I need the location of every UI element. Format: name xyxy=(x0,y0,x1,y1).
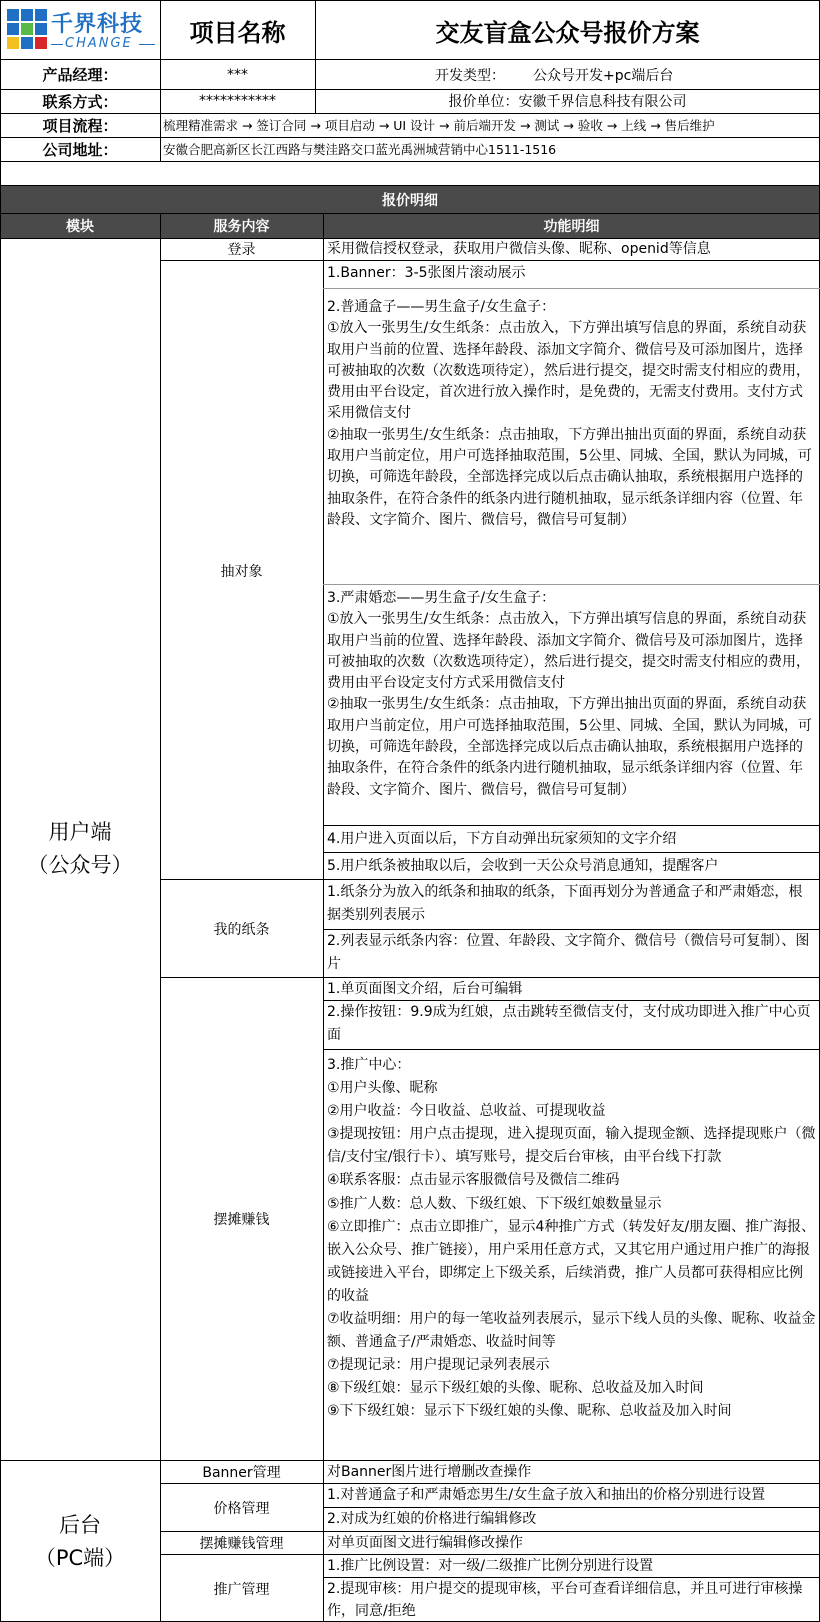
module-user-line2: （公众号） xyxy=(27,853,133,877)
address-value: 安徽合肥高新区长江西路与樊洼路交口蓝光禹洲城营销中心1511-1516 xyxy=(163,142,557,157)
function-notes-list: 2.列表显示纸条内容：位置、年龄段、文字简介、微信号（微信号可复制）、图片 xyxy=(327,933,810,972)
function-draw-banner: 1.Banner：3-5张图片滚动展示 xyxy=(327,265,526,281)
dev-type xyxy=(315,60,820,89)
function-draw-serious-box: 3.严肃婚恋——男生盒子/女生盒子： ①放入一张男生/女生纸条：点击放入，下方弹出填写信息的界面，系统自动获取用户当前的位置、选择年龄段、添加文字简介、微信号及可添加图片，选择可被抽取的次数（次数选项待定），然后进行提交，提交时需支付相应的费用，费用由平台设定支付方式采用微信支付 ②抽取一张男生/女生纸条：点击抽取，下方弹出抽出页面的界面，系统自动获取用户当前定位，用户可选择抽取范围，5公里、同城、全国，默认为同城，可切换，可筛选年龄段，全部选择完成以后点击确认抽取，系统根据用户选择的抽取条件，在符合条件的纸条内进行随机抽取，显示纸条详细内容（位置、年龄段、文字简介、图片、微信号，微信号可复制） xyxy=(327,590,812,798)
function-draw-notice: 4.用户进入页面以后，下方自动弹出玩家须知的文字介绍 xyxy=(327,831,677,847)
function-promo-ratio: 1.推广比例设置：对一级/二级推广比例分别进行设置 xyxy=(327,1558,654,1574)
function-price-set: 1.对普通盒子和严肃婚恋男生/女生盒子放入和抽出的价格分别进行设置 xyxy=(327,1487,766,1503)
contact-label: 联系方式： xyxy=(42,92,118,111)
dev-type-label: 开发类型： xyxy=(435,67,505,84)
logo-mark-icon xyxy=(5,7,49,51)
company-logo xyxy=(1,1,159,59)
service-draw: 抽对象 xyxy=(220,563,263,580)
service-my-notes: 我的纸条 xyxy=(213,921,270,938)
quote-unit: 报价单位：安徽千界信息科技有限公司 xyxy=(448,94,687,110)
function-login: 采用微信授权登录，获取用户微信头像、昵称、openid等信息 xyxy=(327,241,711,257)
function-stall-button: 2.操作按钮：9.9成为红娘，点击跳转至微信支付，支付成功即进入推广中心页面 xyxy=(327,1004,811,1043)
dev-type-value: 公众号开发+pc端后台 xyxy=(533,67,674,84)
logo-text-cn: 千界科技 xyxy=(51,12,144,37)
address-label: 公司地址： xyxy=(42,140,118,159)
function-notes-category: 1.纸条分为放入的纸条和抽取的纸条，下面再划分为普通盒子和严肃婚恋，根据类别列表展示 xyxy=(327,884,803,923)
service-banner-mgmt: Banner管理 xyxy=(202,1465,281,1481)
contact-value: *********** xyxy=(199,93,276,109)
function-stall-mgmt: 对单页面图文进行编辑修改操作 xyxy=(327,1535,523,1551)
module-admin-line1: 后台 xyxy=(59,1512,101,1537)
col-header-module: 模块 xyxy=(66,219,94,235)
service-promo-mgmt: 推广管理 xyxy=(213,1581,270,1598)
service-stall: 摆摊赚钱 xyxy=(213,1212,270,1228)
function-stall-intro: 1.单页面图文介绍，后台可编辑 xyxy=(327,981,523,997)
function-withdraw-audit: 2.提现审核：用户提交的提现审核，平台可查看详细信息，并且可进行审核操作，同意/拒绝 xyxy=(327,1581,803,1619)
service-price-mgmt: 价格管理 xyxy=(213,1500,270,1517)
pm-label: 产品经理： xyxy=(42,66,118,84)
process-label: 项目流程： xyxy=(42,116,118,135)
page-title: 交友盲盒公众号报价方案 xyxy=(435,18,700,47)
module-admin xyxy=(0,1461,160,1622)
module-admin-line2: （PC端） xyxy=(34,1545,126,1570)
function-draw-normal-box: 2.普通盒子——男生盒子/女生盒子： ①放入一张男生/女生纸条：点击放入，下方弹出填写信息的界面，系统自动获取用户当前的位置、选择年龄段、添加文字简介、微信号及可添加图片，选择可被抽取的次数（次数选项待定），然后进行提交，提交时需支付相应的费用，费用由平台设定，首次进行放入操作时，是免费的，无需支付费用。支付方式采用微信支付 ②抽取一张男生/女生纸条：点击抽取，下方弹出抽出页面的界面，系统自动获取用户当前定位，用户可选择抽取范围，5公里、同城、全国，默认为同城，可切换，可筛选年龄段，全部选择完成以后点击确认抽取，系统根据用户选择的抽取条件，在符合条件的纸条内进行随机抽取，显示纸条详细内容（位置、年龄段、文字简介、图片、微信号，微信号可复制） xyxy=(327,299,812,528)
function-stall-promo-center: 3.推广中心： ①用户头像、昵称 ②用户收益：今日收益、总收益、可提现收益 ③提现按钮：用户点击提现，进入提现页面，输入提现金额、选择提现账户（微信/支付宝/银行卡）、填写账号，提交后台审核，由平台线下打款 ④联系客服：点击显示客服微信号及微信二维码 ⑤推广人数：总人数、下级红娘、下下级红娘数量显示 ⑥立即推广：点击立即推广，显示4种推广方式（转发好友/朋友圈、推广海报、嵌入公众号、推广链接），用户采用任意方式，又其它用户通过用户推广的海报或链接进入平台，即绑定上下级关系，后续消费，推广人员都可获得相应比例的收益 ⑦收益明细：用户的每一笔收益列表展示，显示下线人员的头像、昵称、收益金额、普通盒子/严肃婚恋、收益时间等 ⑦提现记录：用户提现记录列表展示 ⑧下级红娘：显示下级红娘的头像、昵称、总收益及加入时间 ⑨下下级红娘：显示下下级红娘的头像、昵称、总收益及加入时间 xyxy=(327,1057,816,1420)
service-stall-mgmt: 摆摊赚钱管理 xyxy=(199,1536,284,1552)
logo-text-en: CHANGE xyxy=(65,36,133,51)
pm-value: *** xyxy=(227,66,248,83)
module-user-line1: 用户端 xyxy=(48,820,112,844)
module-user xyxy=(0,238,160,1460)
function-price-matchmaker: 2.对成为红娘的价格进行编辑修改 xyxy=(327,1511,537,1527)
function-banner-mgmt: 对Banner图片进行增删改查操作 xyxy=(327,1464,532,1480)
function-draw-notify: 5.用户纸条被抽取以后，会收到一天公众号消息通知，提醒客户 xyxy=(327,858,719,874)
project-name-label: 项目名称 xyxy=(189,18,286,47)
col-header-function: 功能明细 xyxy=(543,219,600,235)
col-header-service: 服务内容 xyxy=(213,219,270,235)
service-login: 登录 xyxy=(227,242,256,258)
quote-detail-band: 报价明细 xyxy=(0,186,820,213)
process-value: 梳理精准需求 → 签订合同 → 项目启动 → UI 设计 → 前后端开发 → 测试 → 验收 → 上线 → 售后维护 xyxy=(163,118,715,133)
